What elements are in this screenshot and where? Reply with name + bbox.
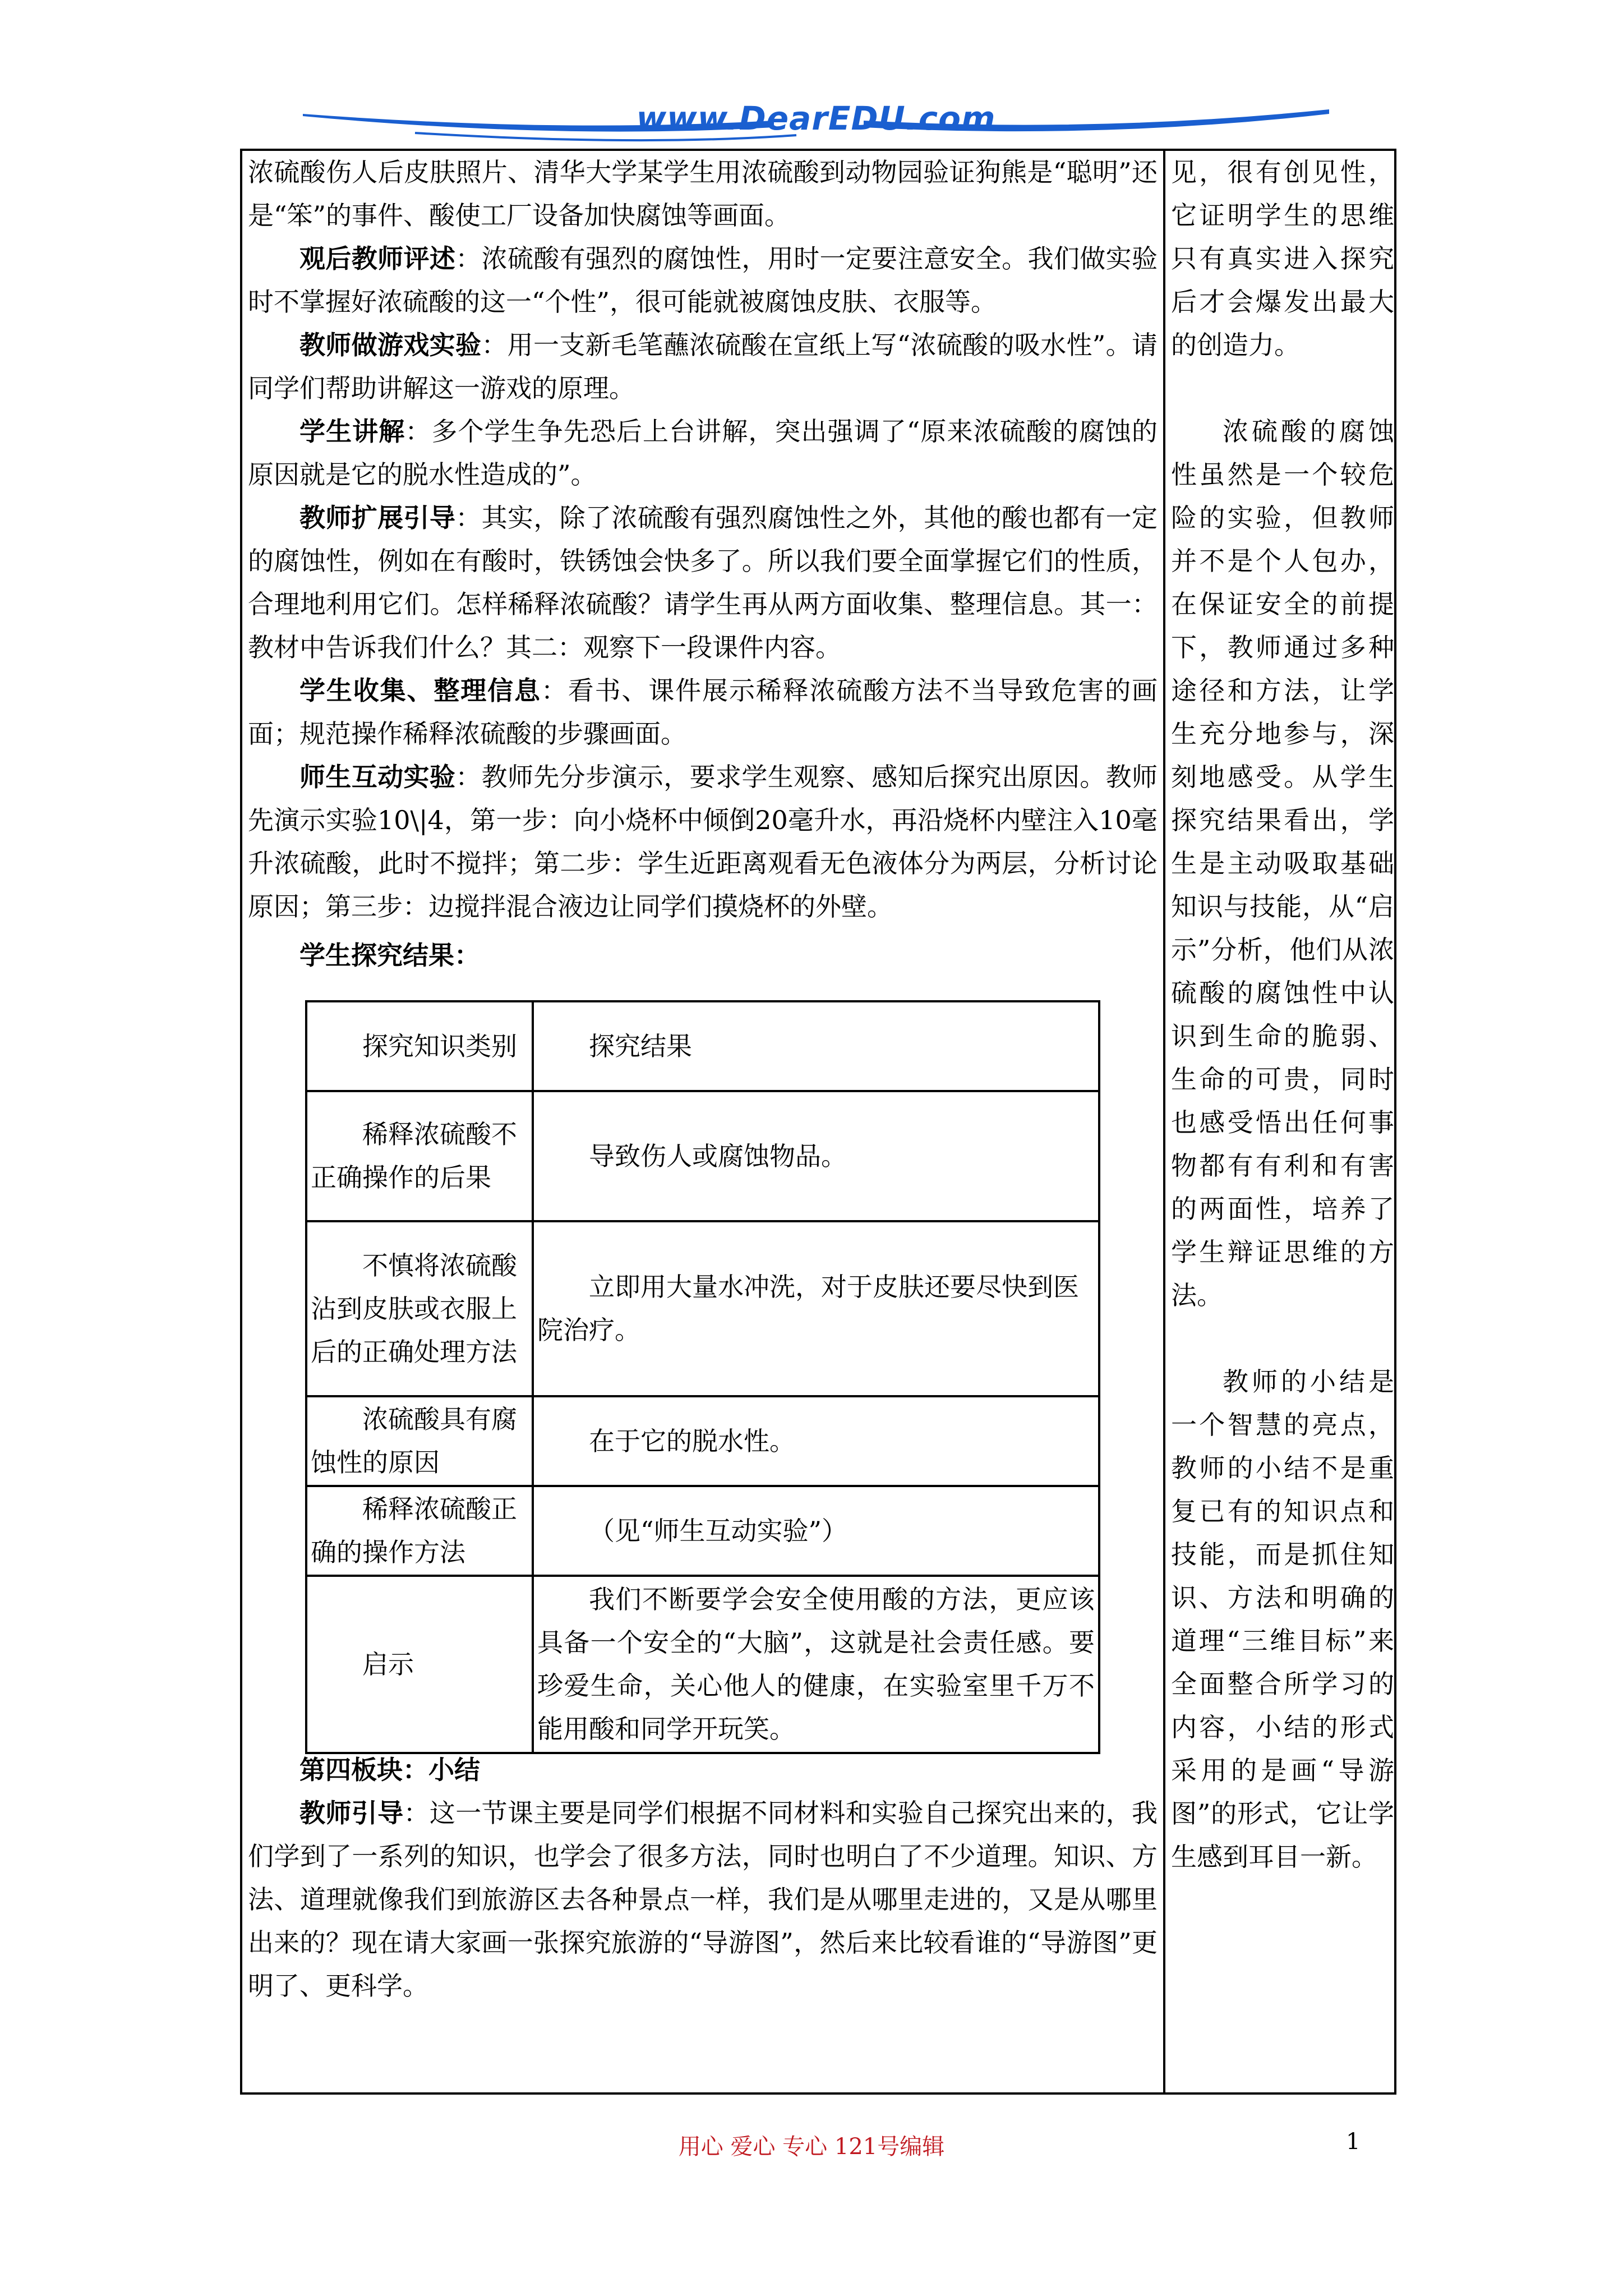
table-cell-category	[306, 1486, 533, 1576]
page-number: 1	[1346, 2129, 1361, 2155]
table-row	[306, 1091, 1099, 1221]
paragraph-student-explain	[248, 410, 1158, 496]
table-cell-category	[306, 1576, 533, 1753]
results-heading-text: 学生探究结果：	[299, 940, 480, 970]
table-row	[306, 1221, 1099, 1396]
cell-text: 不慎将浓硫酸沾到皮肤或衣服上后的正确处理方法	[311, 1250, 517, 1367]
table-row	[306, 1396, 1099, 1486]
cell-text: 导致伤人或腐蚀物品。	[589, 1140, 847, 1171]
cell-text: 浓硫酸具有腐蚀性的原因	[311, 1404, 517, 1478]
table-cell-category	[306, 1396, 533, 1486]
main-column	[248, 151, 1158, 977]
column-divider	[1163, 151, 1165, 2092]
label-teacher-extend: 教师扩展引导	[299, 503, 456, 533]
table-row	[306, 1486, 1099, 1576]
label-game-experiment: 教师做游戏实验	[299, 330, 482, 360]
commentary-column	[1171, 151, 1394, 1879]
text-student-explain: ：多个学生争先恐后上台讲解，突出强调了“原来浓硫酸的腐蚀的原因就是它的脱水性造成的”。	[248, 416, 1158, 490]
footer-text: 用心 爱心 专心 121号编辑	[678, 2134, 945, 2160]
cell-text: 启示	[362, 1649, 414, 1680]
results-heading	[248, 934, 1158, 977]
text-collect-info: ：看书、课件展示稀释浓硫酸方法不当导致危害的画面；规范操作稀释浓硫酸的步骤画面。	[248, 675, 1158, 749]
cell-text: 稀释浓硫酸不正确操作的后果	[311, 1119, 517, 1193]
paragraph-teacher-extend	[248, 496, 1158, 669]
commentary-2: 浓硫酸的腐蚀性虽然是一个较危险的实验，但教师并不是个人包办，在保证安全的前提下，教师通过多种途径和方法，让学生充分地参与，深刻地感受。从学生探究结果看出，学生是主动吸取基础知识与技能，从“启示”分析，他们从浓硫酸的腐蚀性中认识到生命的脆弱、生命的可贵，同时也感受悟出任何事物都有有利和有害的两面性，培养了学生辩证思维的方法。	[1171, 416, 1394, 1310]
label-collect-info: 学生收集、整理信息	[299, 675, 541, 706]
table-header-row	[306, 1001, 1099, 1091]
text-interactive-experiment: ：教师先分步演示，要求学生观察、感知后探究出原因。教师先演示实验10\|4，第一步：向小烧杯中倾倒20毫升水，再沿烧杯内壁注入10毫升浓硫酸，此时不搅拌；第二步：学生近距离观看无色液体分为两层，分析讨论原因；第三步：边搅拌混合液边让同学们摸烧杯的外壁。	[248, 762, 1158, 922]
table-cell-category	[306, 1221, 533, 1396]
site-logo	[303, 98, 1329, 149]
label-student-explain: 学生讲解	[299, 416, 405, 447]
text-teacher-guide: ：这一节课主要是同学们根据不同材料和实验自己探究出来的，我们学到了一系列的知识，也学会了很多方法，同时也明白了不少道理。知识、方法、道理就像我们到旅游区去各种景点一样，我们是从哪里走进的，又是从哪里出来的？现在请大家画一张探究旅游的“导游图”，然后来比较看谁的“导游图”更明了、更科学。	[248, 1798, 1158, 2001]
section4-heading-text: 第四板块：小结	[299, 1755, 480, 1785]
header-category-text: 探究知识类别	[362, 1030, 517, 1061]
text-teacher-extend: ：其实，除了浓硫酸有强烈腐蚀性之外，其他的酸也都有一定的腐蚀性，例如在有酸时，铁锈蚀会快多了。所以我们要全面掌握它们的性质，合理地利用它们。怎样稀释浓硫酸？请学生再从两方面收集、整理信息。其一：教材中告诉我们什么？其二：观察下一段课件内容。	[248, 503, 1158, 662]
lesson-table	[240, 149, 1396, 2095]
commentary-1: 见，很有创见性，它证明学生的思维只有真实进入探究后才会爆发出最大的创造力。	[1171, 157, 1394, 360]
results-table-wrap	[305, 1000, 1100, 1754]
cell-text: （见“师生互动实验”）	[589, 1515, 848, 1546]
results-table	[305, 1000, 1100, 1754]
header-result-text: 探究结果	[589, 1030, 692, 1061]
cell-text: 稀释浓硫酸正确的操作方法	[311, 1494, 517, 1567]
cell-text: 在于它的脱水性。	[589, 1425, 795, 1456]
summary-section	[248, 1749, 1158, 2008]
paragraph-intro: 浓硫酸伤人后皮肤照片、清华大学某学生用浓硫酸到动物园验证狗熊是“聪明”还是“笨”的事件、酸使工厂设备加快腐蚀等画面。	[248, 157, 1158, 231]
label-teacher-comment: 观后教师评述	[299, 243, 456, 274]
table-cell-result	[533, 1576, 1099, 1753]
paragraph-teacher-comment	[248, 237, 1158, 324]
table-header-result	[533, 1001, 1099, 1091]
text-game-experiment: ：用一支新毛笔蘸浓硫酸在宣纸上写“浓硫酸的吸水性”。请同学们帮助讲解这一游戏的原理。	[248, 330, 1158, 403]
text-teacher-comment: ：浓硫酸有强烈的腐蚀性，用时一定要注意安全。我们做实验时不掌握好浓硫酸的这一“个性”，很可能就被腐蚀皮肤、衣服等。	[248, 243, 1158, 317]
paragraph-teacher-guide	[248, 1792, 1158, 2008]
paragraph-collect-info	[248, 669, 1158, 756]
label-teacher-guide: 教师引导	[299, 1798, 404, 1828]
commentary-3: 教师的小结是一个智慧的亮点，教师的小结不是重复已有的知识点和技能，而是抓住知识、方法和明确的道理“三维目标”来全面整合所学习的内容，小结的形式采用的是画“导游图”的形式，它让学生感到耳目一新。	[1171, 1366, 1394, 1872]
section4-heading	[248, 1749, 1158, 1792]
table-cell-result	[533, 1091, 1099, 1221]
table-header-category	[306, 1001, 533, 1091]
paragraph-interactive-experiment	[248, 756, 1158, 928]
cell-text: 我们不断要学会安全使用酸的方法，更应该具备一个安全的“大脑”，这就是社会责任感。要珍爱生命，关心他人的健康，在实验室里千万不能用酸和同学开玩笑。	[537, 1584, 1095, 1744]
paragraph-game-experiment	[248, 324, 1158, 410]
table-cell-result	[533, 1486, 1099, 1576]
table-cell-result	[533, 1396, 1099, 1486]
cell-text: 立即用大量水冲洗，对于皮肤还要尽快到医院治疗。	[537, 1272, 1079, 1345]
label-interactive-experiment: 师生互动实验	[299, 762, 456, 792]
table-cell-category	[306, 1091, 533, 1221]
table-row	[306, 1576, 1099, 1753]
site-url: www.DearEDU.com	[636, 99, 996, 137]
table-cell-result	[533, 1221, 1099, 1396]
